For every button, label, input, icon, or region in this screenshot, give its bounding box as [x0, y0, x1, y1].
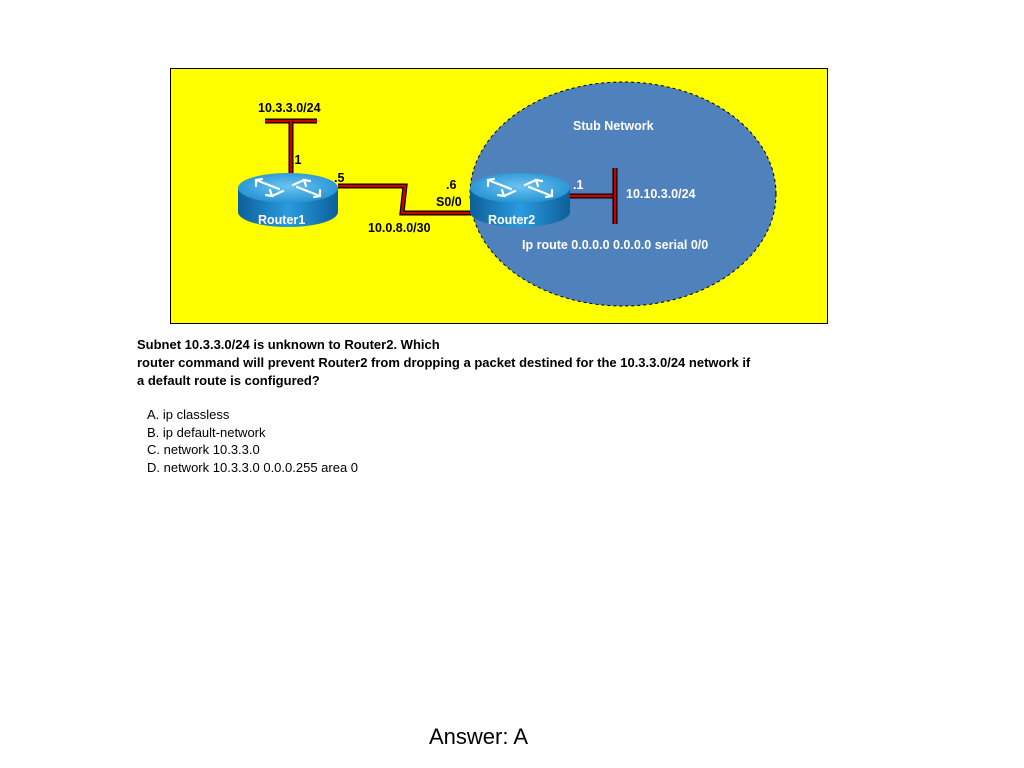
answer-text: Answer: A	[429, 724, 529, 749]
question-line: a default route is configured?	[137, 373, 320, 388]
router2-serial-interface-label: S0/0	[436, 195, 462, 209]
question-line: router command will prevent Router2 from dropping a packet destined for the 10.3.3.0/24 network if	[137, 355, 751, 370]
stub-network-label: Stub Network	[573, 119, 654, 133]
router2-lan-ip-label: .1	[573, 178, 584, 192]
static-route-label: Ip route 0.0.0.0 0.0.0.0 serial 0/0	[522, 238, 709, 252]
question-text	[137, 336, 827, 390]
router1-lan-ip-label: .1	[291, 153, 302, 167]
option-c: C. network 10.3.3.0	[147, 442, 260, 457]
router1-lan-subnet-label: 10.3.3.0/24	[258, 101, 321, 115]
router1-name-label: Router1	[258, 213, 306, 227]
answer-options	[147, 406, 358, 476]
router2-name-label: Router2	[488, 213, 536, 227]
question-line: Subnet 10.3.3.0/24 is unknown to Router2. Which	[137, 337, 440, 352]
network-diagram	[0, 0, 1024, 330]
serial-link-subnet-label: 10.0.8.0/30	[368, 221, 431, 235]
option-a: A. ip classless	[147, 407, 230, 422]
router2-serial-ip-label: .6	[446, 178, 457, 192]
router1-serial-ip-label: .5	[334, 171, 345, 185]
option-d: D. network 10.3.3.0 0.0.0.255 area 0	[147, 459, 359, 475]
option-b: B. ip default-network	[147, 424, 266, 440]
router2-lan-subnet-label: 10.10.3.0/24	[626, 187, 696, 201]
